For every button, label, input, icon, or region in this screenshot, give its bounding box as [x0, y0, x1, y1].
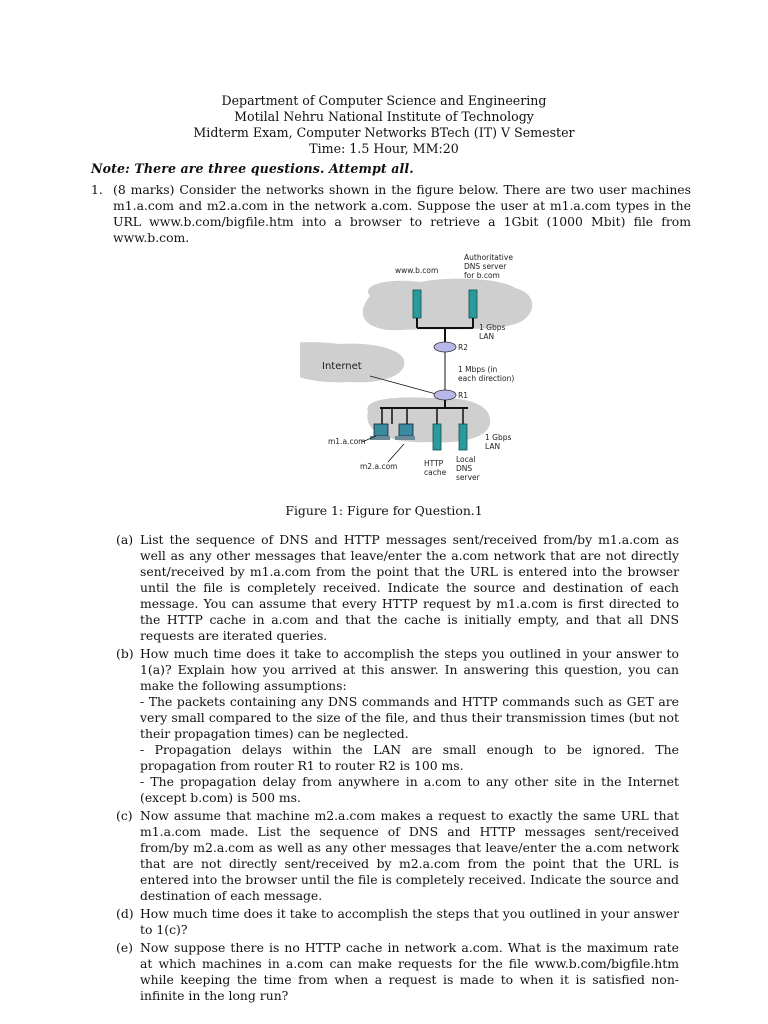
top-lan-label-2: LAN	[479, 332, 495, 341]
part-e	[116, 940, 679, 1004]
router-r1-label: R1	[458, 391, 468, 400]
figure-caption: Figure 1: Figure for Question.1	[285, 503, 483, 518]
auth-dns-label-1: Authoritative	[464, 253, 513, 262]
part-text-block	[140, 646, 679, 806]
part-text: How much time does it take to accomplish the steps that you outlined in your answer to 1(c)?	[140, 906, 679, 937]
department-line: Department of Computer Science and Engineering	[221, 93, 547, 108]
workstation-m1-icon	[374, 424, 388, 436]
exam-title-line: Midterm Exam, Computer Networks BTech (IT) V Semester	[193, 125, 575, 140]
assumption-item: - The packets containing any DNS commands and HTTP commands such as GET are very small compared to the size of the file, and thus their transmission times (but not their propagation times) can be neglected.	[140, 694, 679, 741]
time-marks-line: Time: 1.5 Hour, MM:20	[309, 141, 459, 156]
part-text: How much time does it take to accomplish the steps you outlined in your answer to 1(a)? Explain how you arrived at this answer. In answering this question, you can make the following assumptions:	[140, 646, 679, 693]
part-label: (e)	[116, 940, 134, 955]
part-label: (a)	[116, 532, 134, 547]
workstation-m2-base	[395, 436, 415, 440]
internet-link	[370, 376, 436, 394]
bottom-lan-label-2: LAN	[485, 442, 501, 451]
m2-label: m2.a.com	[360, 462, 398, 471]
http-cache-label-1: HTTP	[424, 459, 444, 468]
question-1-parts	[116, 532, 679, 1006]
part-b	[116, 646, 679, 806]
part-label: (b)	[116, 646, 134, 661]
router-r2-label: R2	[458, 343, 468, 352]
http-cache-label-2: cache	[424, 468, 447, 477]
workstation-m1-base	[370, 436, 390, 440]
local-dns-label-3: server	[456, 473, 480, 482]
http-cache-server-icon	[433, 424, 441, 450]
m1-label: m1.a.com	[328, 437, 366, 446]
www-server-icon	[413, 290, 421, 318]
question-1	[91, 182, 691, 246]
link-label-1: 1 Mbps (in	[458, 365, 498, 374]
question-number: 1.	[91, 182, 103, 197]
auth-dns-server-icon	[469, 290, 477, 318]
router-r2-icon	[434, 342, 456, 352]
part-text: List the sequence of DNS and HTTP messages sent/received from/by m1.a.com as well as any other messages that leave/enter the a.com network that are not directly sent/received by m1.a.com from the point that the URL is entered into the browser until the file is completely received. Indicate the source and destination of each message. You can assume that every HTTP request by m1.a.com is first directed to the HTTP cache in a.com and that the cache is initially empty, and that all DNS requests are iterated queries.	[140, 532, 679, 643]
assumption-item: - Propagation delays within the LAN are small enough to be ignored. The propagation from router R1 to router R2 is 100 ms.	[140, 742, 679, 773]
b-com-cloud	[363, 279, 532, 331]
assumption-item: - The propagation delay from anywhere in a.com to any other site in the Internet (except b.com) is 500 ms.	[140, 774, 679, 805]
part-label: (d)	[116, 906, 134, 921]
part-c	[116, 808, 679, 904]
network-figure	[300, 248, 540, 488]
part-label: (c)	[116, 808, 133, 823]
router-r1-icon	[434, 390, 456, 400]
www-label: www.b.com	[395, 266, 439, 275]
m2-pointer	[388, 444, 404, 462]
part-text: Now assume that machine m2.a.com makes a request to exactly the same URL that m1.a.com made. List the sequence of DNS and HTTP messages sent/received from/by m2.a.com as well as any other messages that leave/enter the a.com network that are not directly sent/received by m2.a.com from the point that the URL is entered into the browser until the file is completely received. Indicate the source and destination of each message.	[140, 808, 679, 903]
institute-line: Motilal Nehru National Institute of Technology	[234, 109, 534, 124]
local-dns-label-1: Local	[456, 455, 476, 464]
local-dns-label-2: DNS	[456, 464, 473, 473]
top-lan-label-1: 1 Gbps	[479, 323, 506, 332]
part-text: Now suppose there is no HTTP cache in network a.com. What is the maximum rate at which machines in a.com can make requests for the file www.b.com/bigfile.htm while keeping the time from when a request is made to when it is satisfied non-infinite in the long run?	[140, 940, 679, 1003]
auth-dns-label-3: for b.com	[464, 271, 500, 280]
exam-header	[0, 93, 768, 157]
auth-dns-label-2: DNS server	[464, 262, 507, 271]
local-dns-server-icon	[459, 424, 467, 450]
bottom-lan-label-1: 1 Gbps	[485, 433, 512, 442]
exam-note: Note: There are three questions. Attempt all.	[91, 161, 414, 176]
question-text: (8 marks) Consider the networks shown in the figure below. There are two user machines m1.a.com and m2.a.com in the network a.com. Suppose the user at m1.a.com types in the URL www.b.com/bigfile.htm into a browser to retrieve a 1Gbit (1000 Mbit) file from www.b.com.	[113, 182, 691, 245]
link-label-2: each direction)	[458, 374, 515, 383]
internet-label: Internet	[322, 361, 362, 372]
part-d	[116, 906, 679, 938]
workstation-m2-icon	[399, 424, 413, 436]
part-a	[116, 532, 679, 644]
